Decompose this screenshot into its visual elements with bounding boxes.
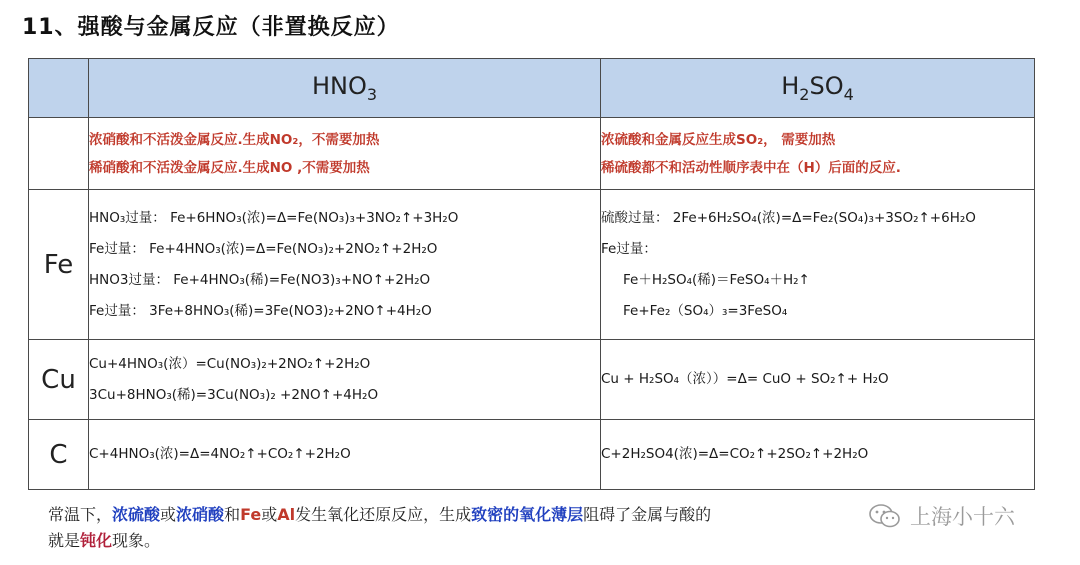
cu-h2so4-line-1: Cu + H₂SO₄（浓））=Δ= CuO + SO₂↑+ H₂O [601, 371, 889, 387]
fe-h2so4-line-3: Fe＋H₂SO₄(稀)＝FeSO₄＋H₂↑ [623, 271, 810, 288]
table-row-cu [29, 340, 1035, 420]
passivation-note [48, 502, 868, 554]
c-hno3-line-1: C+4HNO₃(浓)=Δ=4NO₂↑+CO₂↑+2H₂O [89, 446, 351, 462]
reaction-table [28, 58, 1035, 490]
note-conc-sulfuric: 浓硫酸 [112, 505, 161, 524]
note-text-1: 常温下， [48, 505, 113, 524]
note-text-and: 和 [224, 505, 241, 524]
note-oxide-layer: 致密的氧化薄层 [471, 505, 584, 524]
page-title: 11、强酸与金属反应（非置换反应） [22, 15, 400, 40]
note-text-2: 发生氧化还原反应，生成 [295, 505, 472, 524]
note-al: Al [277, 505, 296, 524]
table-row-c [29, 420, 1035, 490]
fe-h2so4-line-4: Fe+Fe₂（SO₄）₃=3FeSO₄ [623, 302, 788, 319]
note-text-or-2: 或 [261, 505, 278, 524]
row-label-fe: Fe [29, 190, 89, 340]
c-hno3-cell [89, 420, 601, 490]
fe-hno3-cell [89, 190, 601, 340]
fe-hno3-line-4: Fe过量： 3Fe+8HNO₃(稀)=3Fe(NO3)₂+2NO↑+4H₂O [89, 302, 432, 319]
row-label-general [29, 118, 89, 190]
h2so4-part-so: SO [809, 72, 844, 101]
fe-hno3-line-2: Fe过量： Fe+4HNO₃(浓)=Δ=Fe(NO₃)₂+2NO₂↑+2H₂O [89, 240, 438, 257]
header-h2so4 [601, 59, 1035, 118]
general-hno3-line-2: 稀硝酸和不活泼金属反应.生成NO ,不需要加热 [89, 159, 370, 176]
row-label-c: C [29, 420, 89, 490]
row-label-cu: Cu [29, 340, 89, 420]
fe-h2so4-line-1: 硫酸过量： 2Fe+6H₂SO₄(浓)=Δ=Fe₂(SO₄)₃+3SO₂↑+6H₂O [601, 209, 976, 226]
note-text-3: 阻碍了金属与酸的 [583, 505, 712, 524]
cu-hno3-cell [89, 340, 601, 420]
note-fe: Fe [240, 505, 262, 524]
c-h2so4-line-1: C+2H₂SO4(浓)=Δ=CO₂↑+2SO₂↑+2H₂O [601, 446, 869, 462]
c-h2so4-cell [601, 420, 1035, 490]
header-corner-cell [29, 59, 89, 118]
note-text-4: 就是 [48, 531, 81, 550]
note-conc-nitric: 浓硝酸 [176, 505, 225, 524]
watermark-text: 上海小十六 [910, 505, 1015, 529]
fe-hno3-line-3: HNO3过量： Fe+4HNO₃(稀)=Fe(NO3)₃+NO↑+2H₂O [89, 271, 431, 288]
general-h2so4-line-2: 稀硫酸都不和活动性顺序表中在（H）后面的反应. [601, 159, 901, 176]
hno3-subscript: 3 [366, 84, 378, 104]
hno3-base: HNO [311, 72, 367, 101]
fe-h2so4-line-2: Fe过量： [601, 240, 657, 257]
table-header-row [29, 59, 1035, 118]
cu-h2so4-cell [601, 340, 1035, 420]
fe-hno3-line-1: HNO₃过量： Fe+6HNO₃(浓)=Δ=Fe(NO₃)₃+3NO₂↑+3H₂O [89, 209, 459, 226]
note-text-or-1: 或 [160, 505, 177, 524]
table-row-fe [29, 190, 1035, 340]
note-text-5: 现象。 [112, 531, 161, 550]
general-h2so4-cell [601, 118, 1035, 190]
general-hno3-line-1: 浓硝酸和不活泼金属反应.生成NO₂，不需要加热 [89, 131, 380, 148]
general-h2so4-line-1: 浓硫酸和金属反应生成SO₂， 需要加热 [601, 131, 836, 148]
watermark [868, 501, 1015, 531]
fe-h2so4-cell [601, 190, 1035, 340]
cu-hno3-line-2: 3Cu+8HNO₃(稀)=3Cu(NO₃)₂ +2NO↑+4H₂O [89, 386, 379, 403]
general-hno3-cell [89, 118, 601, 190]
wechat-icon [868, 503, 902, 529]
h2so4-subscript-4: 4 [843, 84, 854, 104]
h2so4-part-h: H [781, 72, 800, 101]
cu-hno3-line-1: Cu+4HNO₃(浓）=Cu(NO₃)₂+2NO₂↑+2H₂O [89, 355, 371, 372]
table-row-general [29, 118, 1035, 190]
note-passivation: 钝化 [80, 531, 113, 550]
header-hno3 [89, 59, 601, 118]
h2so4-subscript-2: 2 [799, 84, 810, 104]
